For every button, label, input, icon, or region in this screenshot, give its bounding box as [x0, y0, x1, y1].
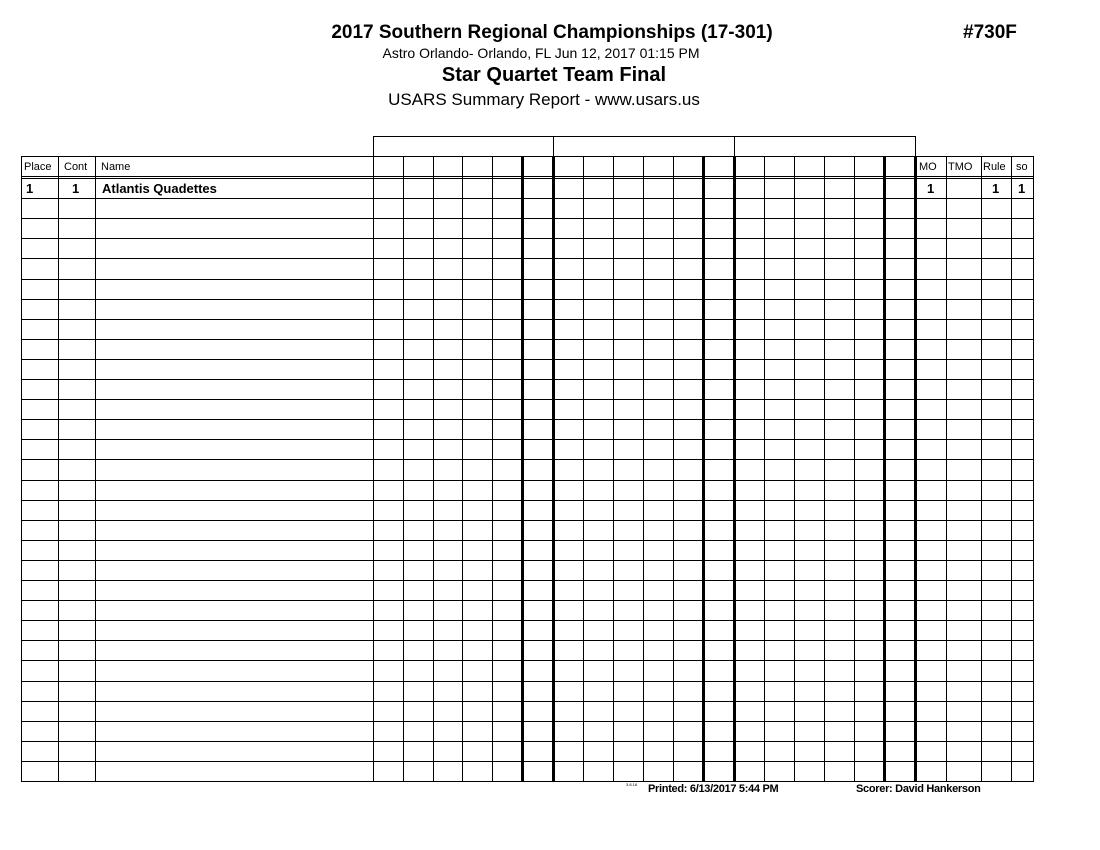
competition-title: 2017 Southern Regional Championships (17-301): [331, 22, 773, 43]
thick-column-line: [702, 156, 705, 782]
column-line: [1033, 156, 1034, 782]
column-line: [492, 156, 493, 782]
column-header-cont: Cont: [64, 161, 88, 173]
judge-group-divider: [373, 136, 374, 156]
column-line: [981, 156, 982, 782]
version-label: 3.8.18: [626, 782, 638, 787]
column-line: [373, 156, 374, 782]
thick-column-line: [733, 156, 736, 782]
event-number: #730F: [963, 22, 1017, 43]
column-line: [433, 156, 434, 782]
column-line: [946, 156, 947, 782]
printed-timestamp: Printed: 6/13/2017 5:44 PM: [648, 783, 779, 795]
thick-column-line: [883, 156, 886, 782]
mo-cell: 1: [927, 181, 935, 196]
report-title: USARS Summary Report - www.usars.us: [388, 90, 700, 109]
column-line: [613, 156, 614, 782]
column-line: [794, 156, 795, 782]
column-line: [673, 156, 674, 782]
column-line: [764, 156, 765, 782]
column-header-rule: Rule: [983, 161, 1006, 173]
column-header-so: so: [1016, 161, 1028, 173]
column-line: [583, 156, 584, 782]
judge-group-top: [373, 136, 915, 137]
column-line: [21, 156, 22, 782]
judge-group-divider: [915, 136, 916, 156]
so-cell: 1: [1018, 181, 1026, 196]
cont-cell: 1: [72, 181, 80, 196]
event-name: Star Quartet Team Final: [441, 64, 667, 86]
thick-column-line: [552, 156, 555, 782]
column-header-mo: MO: [919, 161, 937, 173]
place-cell: 1: [26, 181, 34, 196]
column-line: [462, 156, 463, 782]
judge-group-divider: [734, 136, 735, 156]
column-line: [95, 156, 96, 782]
thick-column-line: [914, 156, 917, 782]
column-header-tmo: TMO: [948, 161, 973, 173]
scorer-name: Scorer: David Hankerson: [856, 783, 981, 795]
column-line: [1011, 156, 1012, 782]
column-header-name: Name: [101, 161, 131, 173]
name-cell: Atlantis Quadettes: [102, 181, 217, 196]
column-line: [643, 156, 644, 782]
column-line: [403, 156, 404, 782]
column-line: [854, 156, 855, 782]
column-line: [824, 156, 825, 782]
column-header-place: Place: [24, 161, 52, 173]
location-datetime: Astro Orlando- Orlando, FL Jun 12, 2017 01:15 PM: [382, 45, 700, 61]
judge-group-divider: [553, 136, 554, 156]
thick-column-line: [521, 156, 524, 782]
column-line: [58, 156, 59, 782]
rule-cell: 1: [992, 181, 1000, 196]
